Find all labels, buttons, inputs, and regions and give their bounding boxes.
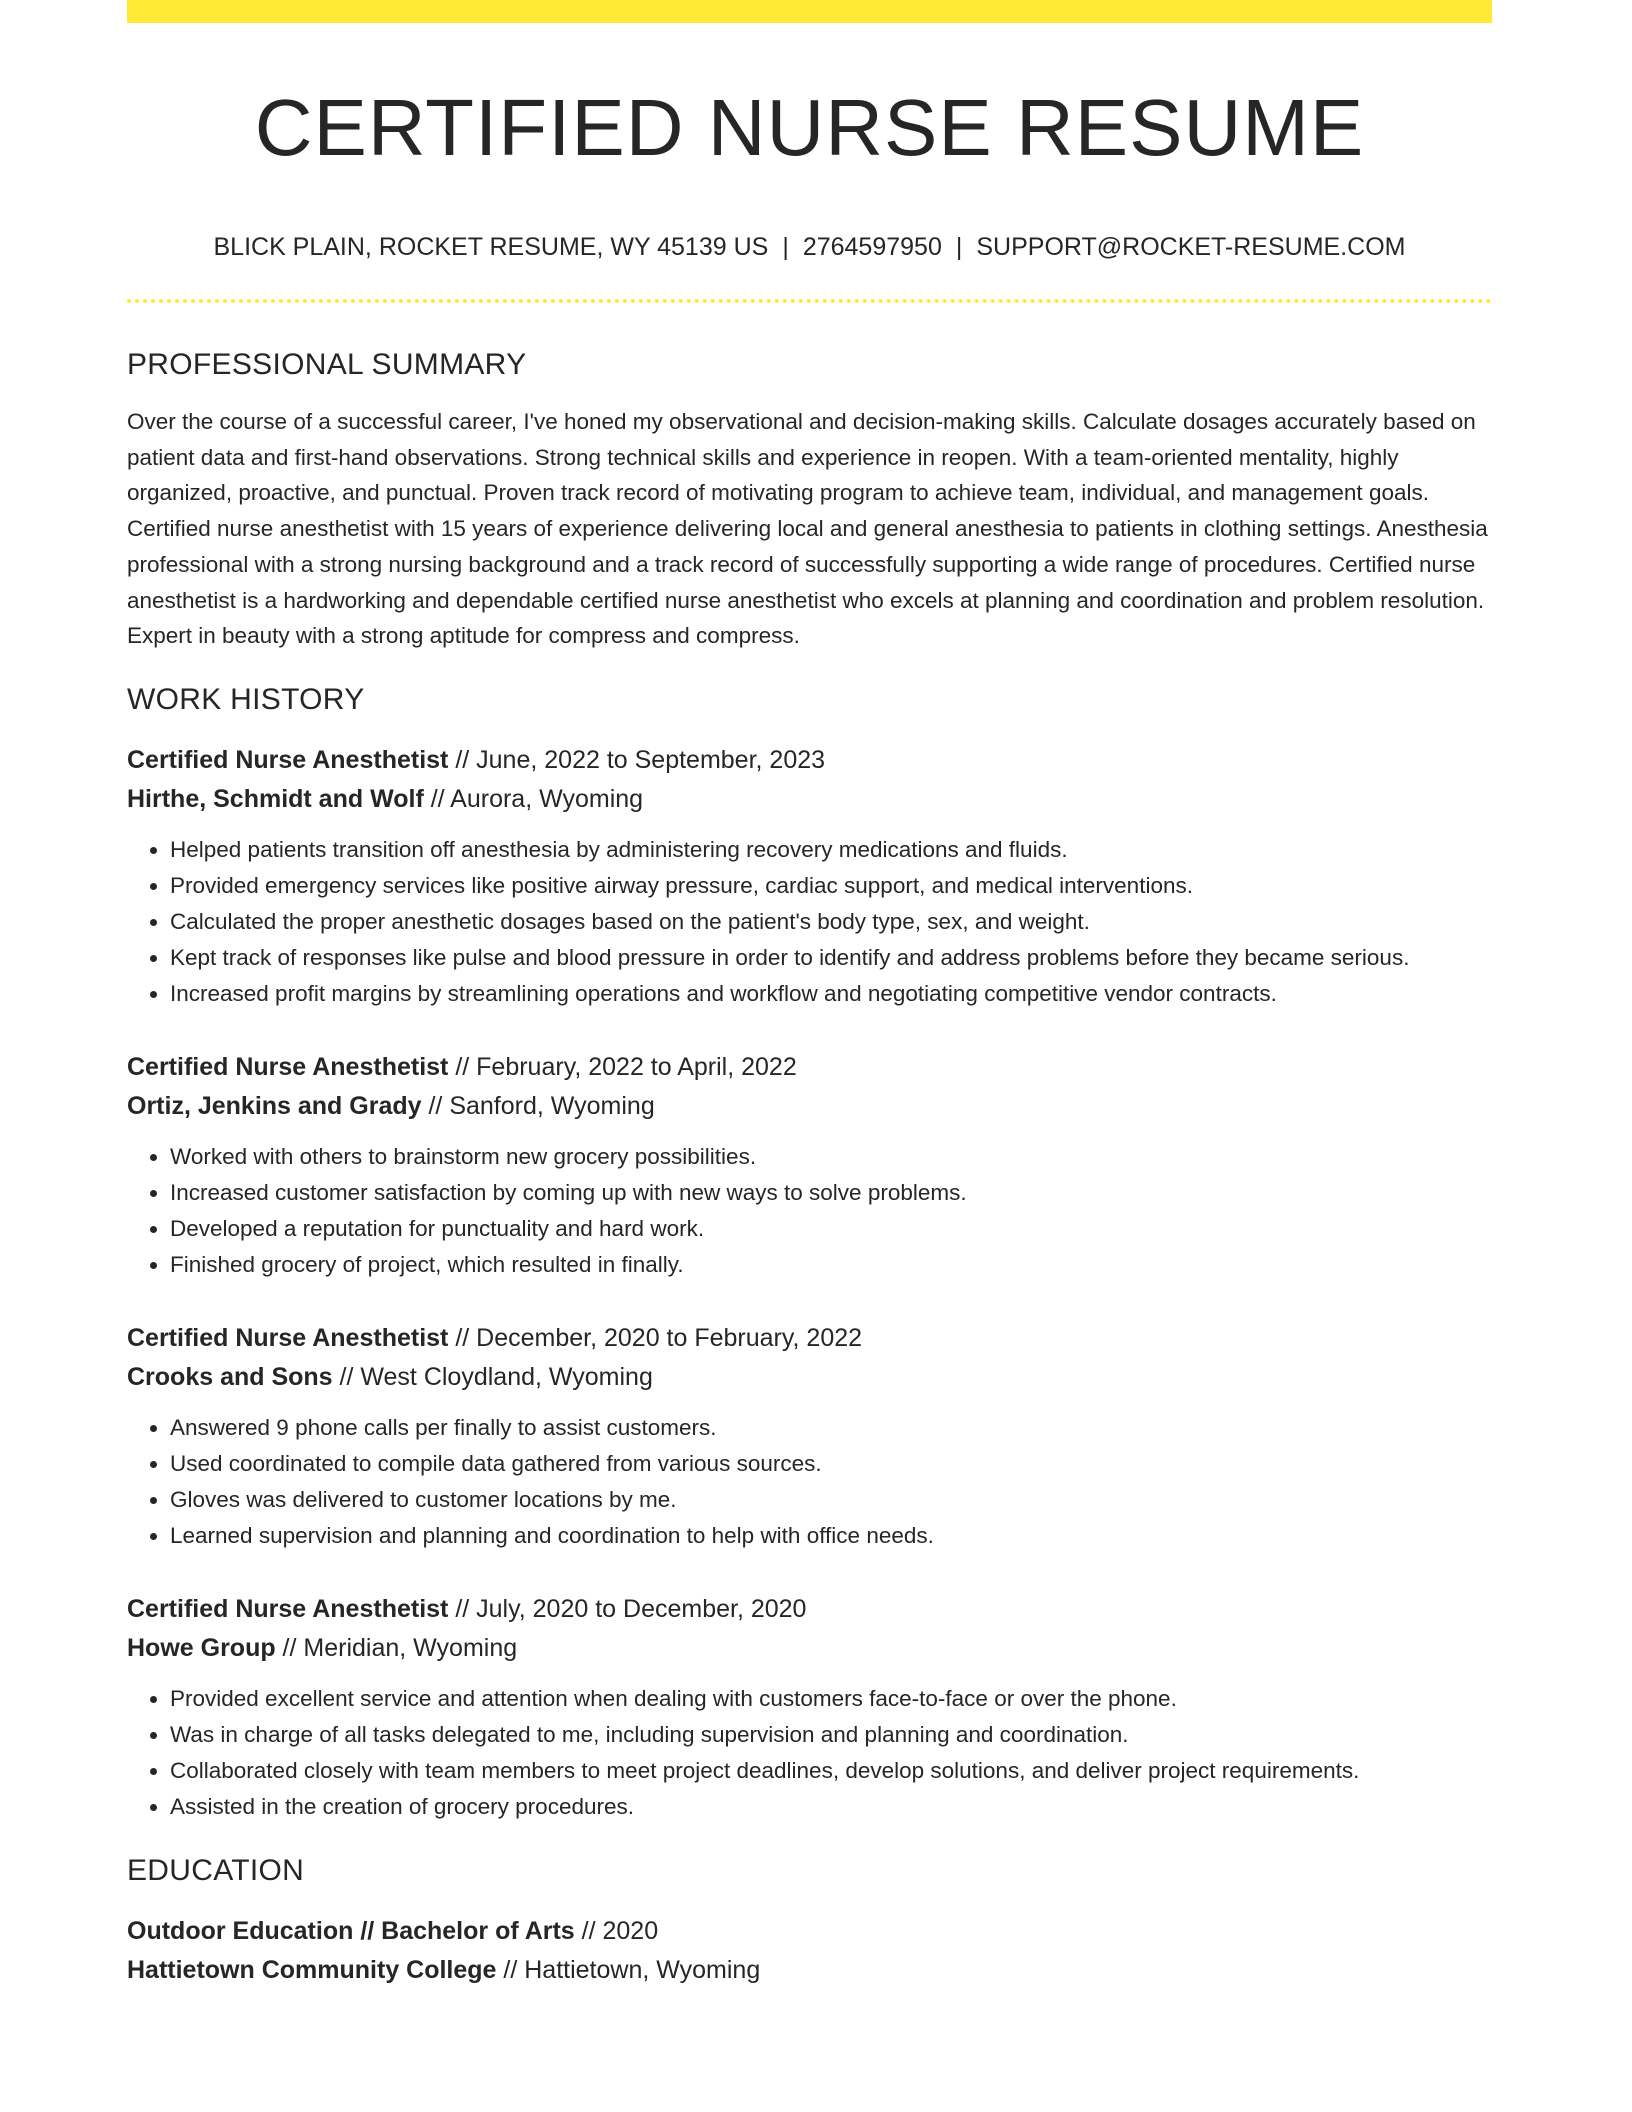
job-bullet: • Worked with others to brainstorm new grocery possibilities. bbox=[170, 1139, 1492, 1175]
job-bullet: • Increased customer satisfaction by coming up with new ways to solve problems. bbox=[170, 1175, 1492, 1211]
job-company: Howe Group bbox=[127, 1633, 276, 1662]
education-degree-line bbox=[127, 1912, 1492, 1951]
job-location: // West Cloydland, Wyoming bbox=[332, 1362, 653, 1391]
education-degree: Outdoor Education // Bachelor of Arts bbox=[127, 1916, 575, 1945]
job-bullet: • Finished grocery of project, which resulted in finally. bbox=[170, 1247, 1492, 1283]
job-entry bbox=[127, 1590, 1492, 1825]
contact-separator: | bbox=[782, 233, 789, 261]
job-position: Certified Nurse Anesthetist bbox=[127, 745, 449, 774]
contact-phone: 2764597950 bbox=[802, 233, 942, 261]
job-company-line bbox=[127, 780, 1492, 819]
education-school: Hattietown Community College bbox=[127, 1955, 497, 1984]
job-dates: // February, 2022 to April, 2022 bbox=[448, 1052, 797, 1081]
job-bullets bbox=[127, 1139, 1492, 1283]
contact-line bbox=[127, 231, 1492, 263]
job-company-line bbox=[127, 1087, 1492, 1126]
education-school-line bbox=[127, 1951, 1492, 1990]
job-company-line bbox=[127, 1358, 1492, 1397]
job-company: Hirthe, Schmidt and Wolf bbox=[127, 784, 424, 813]
job-company: Crooks and Sons bbox=[127, 1362, 333, 1391]
work-history-heading: WORK HISTORY bbox=[127, 682, 365, 716]
job-bullet: • Answered 9 phone calls per finally to assist customers. bbox=[170, 1410, 1492, 1446]
contact-address: BLICK PLAIN, ROCKET RESUME, WY 45139 US bbox=[213, 233, 769, 261]
job-bullet: • Assisted in the creation of grocery procedures. bbox=[170, 1789, 1492, 1825]
contact-email: SUPPORT@ROCKET-RESUME.COM bbox=[976, 233, 1406, 261]
job-entry bbox=[127, 1319, 1492, 1554]
education-year: // 2020 bbox=[574, 1916, 659, 1945]
job-position: Certified Nurse Anesthetist bbox=[127, 1594, 449, 1623]
job-position: Certified Nurse Anesthetist bbox=[127, 1323, 449, 1352]
education-heading: EDUCATION bbox=[127, 1853, 305, 1887]
job-location: // Meridian, Wyoming bbox=[275, 1633, 518, 1662]
job-bullet: • Collaborated closely with team members to meet project deadlines, develop solutions, and deliver project requirements. bbox=[170, 1753, 1492, 1789]
job-bullet: • Helped patients transition off anesthesia by administering recovery medications and fluids. bbox=[170, 832, 1492, 868]
job-company: Ortiz, Jenkins and Grady bbox=[127, 1091, 422, 1120]
job-bullet: • Calculated the proper anesthetic dosages based on the patient's body type, sex, and weight. bbox=[170, 904, 1492, 940]
job-company-line bbox=[127, 1629, 1492, 1668]
job-bullet: • Kept track of responses like pulse and blood pressure in order to identify and address problems before they became serious. bbox=[170, 940, 1492, 976]
education-location: // Hattietown, Wyoming bbox=[496, 1955, 761, 1984]
job-bullet: • Was in charge of all tasks delegated to me, including supervision and planning and coordination. bbox=[170, 1717, 1492, 1753]
resume-title: CERTIFIED NURSE RESUME bbox=[254, 83, 1365, 172]
resume-content bbox=[127, 0, 1492, 1990]
job-bullets bbox=[127, 1681, 1492, 1825]
summary-text: Over the course of a successful career, I've honed my observational and decision-making skills. Calculate dosages accurately based on patient data and first-hand observations. Strong technical skills and experience in reopen. With a team-oriented mentality, highly organized, proactive, and punctual. Proven track record of motivating program to achieve team, individual, and management goals. Certified nurse anesthetist with 15 years of experience delivering local and general anesthesia to patients in clothing settings. Anesthesia professional with a strong nursing background and a track record of successfully supporting a wide range of procedures. Certified nurse anesthetist is a hardworking and dependable certified nurse anesthetist who excels at planning and coordination and problem resolution. Expert in beauty with a strong aptitude for compress and compress. bbox=[127, 409, 1488, 649]
job-title-line bbox=[127, 1048, 1492, 1087]
dotted-divider bbox=[127, 299, 1492, 303]
job-position: Certified Nurse Anesthetist bbox=[127, 1052, 449, 1081]
job-title-line bbox=[127, 1590, 1492, 1629]
job-bullet: • Developed a reputation for punctuality and hard work. bbox=[170, 1211, 1492, 1247]
job-title-line bbox=[127, 741, 1492, 780]
job-dates: // June, 2022 to September, 2023 bbox=[448, 745, 826, 774]
job-title-line bbox=[127, 1319, 1492, 1358]
job-entry bbox=[127, 741, 1492, 1012]
job-bullet: • Provided emergency services like positive airway pressure, cardiac support, and medical interventions. bbox=[170, 868, 1492, 904]
job-location: // Sanford, Wyoming bbox=[421, 1091, 655, 1120]
job-dates: // July, 2020 to December, 2020 bbox=[448, 1594, 807, 1623]
job-bullet: • Increased profit margins by streamlining operations and workflow and negotiating competitive vendor contracts. bbox=[170, 976, 1492, 1012]
job-bullets bbox=[127, 1410, 1492, 1554]
job-bullet: • Gloves was delivered to customer locations by me. bbox=[170, 1482, 1492, 1518]
job-bullet: • Used coordinated to compile data gathered from various sources. bbox=[170, 1446, 1492, 1482]
summary-heading: PROFESSIONAL SUMMARY bbox=[127, 348, 527, 381]
job-entry bbox=[127, 1048, 1492, 1283]
contact-separator: | bbox=[955, 233, 963, 261]
education-entry bbox=[127, 1912, 1492, 1990]
job-dates: // December, 2020 to February, 2022 bbox=[448, 1323, 863, 1352]
job-bullet: • Learned supervision and planning and coordination to help with office needs. bbox=[170, 1518, 1492, 1554]
job-location: // Aurora, Wyoming bbox=[423, 784, 644, 813]
job-bullets bbox=[127, 832, 1492, 1012]
job-bullet: • Provided excellent service and attention when dealing with customers face-to-face or over the phone. bbox=[170, 1681, 1492, 1717]
